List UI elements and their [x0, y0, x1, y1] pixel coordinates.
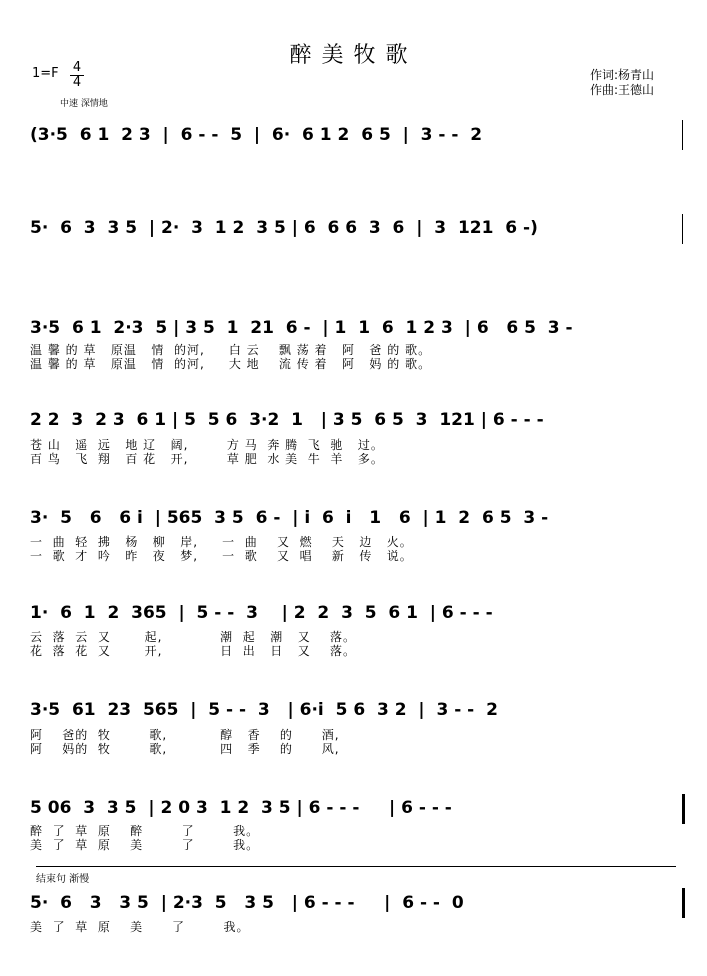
time-signature-top: 4 [72, 60, 82, 75]
score-row-9-notes: 5· 6 3 3 5 | 2·3 5 3 5 | 6 - - - | 6 - - 0 [30, 893, 464, 913]
score-row-3-notes: 3·5 6 1 2·3 5 | 3 5 1 21 6 - | 1 1 6 1 2 3 | 6 6 5 3 - [30, 318, 573, 338]
lyricist: 作词:杨青山 [590, 68, 655, 82]
score-row-8-lyric-1: 醉 了 草 原 醉 了 我。 [30, 824, 260, 838]
score-row-3-lyric-1: 温 馨 的 草 原温 情 的河, 白 云 飘 荡 着 阿 爸 的 歌。 [30, 343, 432, 357]
score-row-6-lyric-1: 云 落 云 又 起, 潮 起 潮 又 落。 [30, 630, 356, 644]
song-title: 醉美牧歌 [289, 43, 418, 68]
score-row-4-lyric-1: 苍 山 遥 远 地 辽 阔, 方 马 奔 腾 飞 驰 过。 [30, 438, 384, 452]
time-signature-bottom: 4 [72, 75, 82, 90]
score-row-1-notes: (3·5 6 1 2 3 | 6 - - 5 | 6· 6 1 2 6 5 | 3 - - 2 [30, 125, 483, 145]
composer: 作曲:王德山 [590, 83, 655, 97]
coda-label: 结束句 渐慢 [36, 874, 90, 885]
repeat-barline [682, 794, 685, 824]
score-row-6-notes: 1· 6 1 2 365 | 5 - - 3 | 2 2 3 5 6 1 | 6 - - - [30, 603, 493, 623]
score-row-3-lyric-2: 温 馨 的 草 原温 情 的河, 大 地 流 传 着 阿 妈 的 歌。 [30, 357, 432, 371]
score-row-7-notes: 3·5 61 23 565 | 5 - - 3 | 6·i 5 6 3 2 | 3 - - 2 [30, 700, 498, 720]
score-row-7-lyric-2: 阿 妈的 牧 歌, 四 季 的 风, [30, 742, 340, 756]
credits [590, 68, 654, 98]
final-barline-row-2 [682, 214, 683, 244]
score-row-4-lyric-2: 百 鸟 飞 翔 百 花 开, 草 肥 水 美 牛 羊 多。 [30, 452, 384, 466]
score-row-2-notes: 5· 6 3 3 5 | 2· 3 1 2 3 5 | 6 6 6 3 6 | 3 121 6 -) [30, 218, 538, 238]
score-row-7-lyric-1: 阿 爸的 牧 歌, 醇 香 的 酒, [30, 728, 340, 742]
score-row-4-notes: 2 2 3 2 3 6 1 | 5 5 6 3·2 1 | 3 5 6 5 3 121 | 6 - - - [30, 410, 544, 430]
score-row-6-lyric-2: 花 落 花 又 开, 日 出 日 又 落。 [30, 644, 356, 658]
final-barline-row-1 [682, 120, 683, 150]
coda-bracket-line [36, 866, 676, 867]
end-barline [682, 888, 685, 918]
score-row-9-lyric-1: 美 了 草 原 美 了 我。 [30, 920, 250, 934]
key-signature: 1=F [32, 66, 59, 81]
score-row-5-notes: 3· 5 6 6 i | 565 3 5 6 - | i 6 i 1 6 | 1 2 6 5 3 - [30, 508, 549, 528]
score-row-5-lyric-2: 一 歌 才 吟 昨 夜 梦, 一 歌 又 唱 新 传 说。 [30, 549, 413, 563]
time-signature [70, 62, 84, 89]
score-row-8-lyric-2: 美 了 草 原 美 了 我。 [30, 838, 260, 852]
score-row-5-lyric-1: 一 曲 轻 拂 杨 柳 岸, 一 曲 又 燃 天 边 火。 [30, 535, 413, 549]
score-row-8-notes: 5 06 3 3 5 | 2 0 3 1 2 3 5 | 6 - - - | 6 - - - [30, 798, 452, 818]
tempo-marking: 中速 深情地 [60, 99, 108, 109]
